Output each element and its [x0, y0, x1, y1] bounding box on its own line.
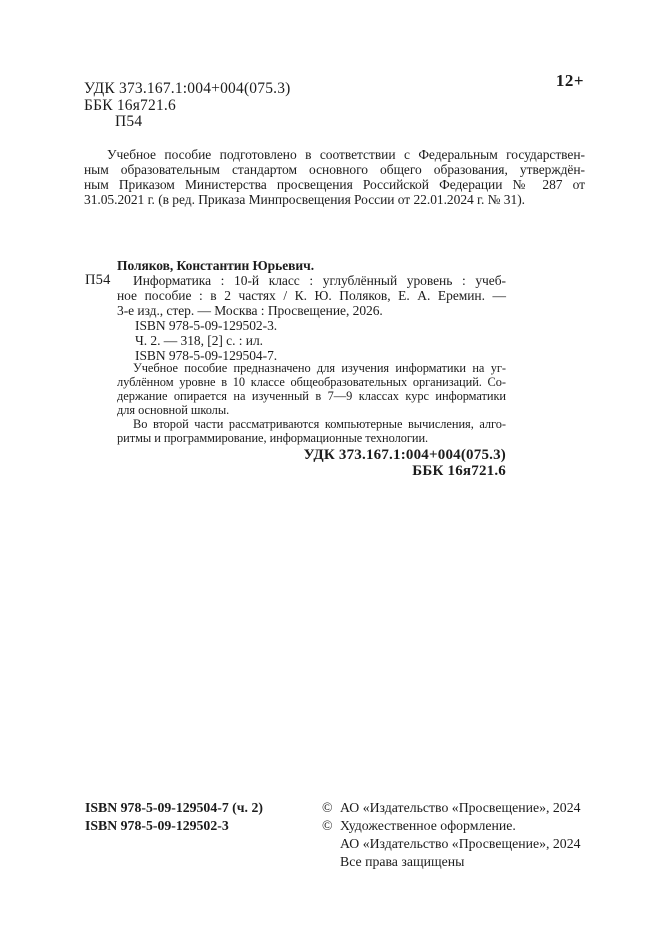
annotation-block: [117, 361, 506, 445]
udk-code-bold: УДК 373.167.1:004+004(075.3): [303, 447, 506, 463]
bbk-code-bold: ББК 16я721.6: [412, 462, 506, 479]
catalog-title-line: ное пособие : в 2 частях / К. Ю. Поляков, Е. А. Еремин. —: [117, 288, 506, 303]
fgos-note-line: ным образовательным стандартом основного общего образования, утверждён-: [84, 162, 585, 177]
catalog-author: Поляков, Константин Юрьевич.: [117, 258, 315, 273]
fgos-note-line: 31.05.2021 г. (в ред. Приказа Минпросвещения России от 22.01.2024 г. № 31).: [84, 192, 525, 207]
annotation-line: ритмы и программирование, информационные технологии.: [117, 431, 429, 445]
copyright-row: [322, 835, 592, 853]
copyright-text: Все права защищены: [340, 854, 465, 869]
catalog-title-line: 3-е изд., стер. — Москва : Просвещение, 2026.: [117, 303, 383, 318]
age-rating-badge: 12+: [555, 71, 584, 90]
bottom-classification-codes: [117, 448, 506, 479]
author-sign: П54: [115, 113, 143, 130]
annotation-line: для основной школы.: [117, 403, 230, 417]
catalog-isbn-set: ISBN 978-5-09-129502-3.: [135, 318, 278, 333]
catalog-title-line: Информатика : 10-й класс : углублённый уровень : учеб-: [133, 273, 506, 288]
annotation-line: лублённом уровне в 10 классе общеобразовательных организаций. Со-: [117, 375, 506, 389]
annotation-line: Учебное пособие предназначено для изучения информатики на уг-: [133, 361, 506, 375]
catalog-part-info: Ч. 2. — 318, [2] с. : ил.: [135, 333, 263, 348]
copyright-row: [322, 817, 592, 835]
copyright-text: АО «Издательство «Просвещение», 2024: [340, 800, 581, 815]
top-classification-codes: [84, 81, 291, 131]
copyright-row: [322, 853, 592, 871]
annotation-line: держание опирается на изученный в 7—9 классах курс информатики: [117, 389, 506, 403]
footer-isbn-block: [85, 799, 263, 835]
copyright-symbol: [322, 835, 340, 853]
copyright-symbol: ©: [322, 818, 333, 833]
copyright-text: АО «Издательство «Просвещение», 2024: [340, 836, 581, 851]
catalog-author-sign: П54: [85, 272, 111, 288]
copyright-symbol: ©: [322, 800, 333, 815]
footer-isbn-part: ISBN 978-5-09-129504-7 (ч. 2): [85, 800, 263, 815]
footer-copyright-block: [322, 799, 592, 871]
annotation-line: Во второй части рассматриваются компьютерные вычисления, алго-: [133, 417, 506, 431]
fgos-note-line: Учебное пособие подготовлено в соответствии с Федеральным государствен-: [107, 147, 585, 162]
fgos-note-paragraph: [84, 147, 585, 207]
copyright-text: Художественное оформление.: [340, 818, 516, 833]
bbk-code: ББК 16я721.6: [84, 96, 176, 114]
udk-code: УДК 373.167.1:004+004(075.3): [84, 80, 291, 97]
copyright-symbol: [322, 853, 340, 871]
footer-isbn-set: ISBN 978-5-09-129502-3: [85, 818, 229, 833]
fgos-note-line: ным Приказом Министерства просвещения Российской Федерации № 287 от: [84, 177, 585, 192]
catalog-isbn-part: ISBN 978-5-09-129504-7.: [135, 348, 278, 363]
catalog-card: [85, 258, 506, 479]
copyright-row: [322, 799, 592, 817]
